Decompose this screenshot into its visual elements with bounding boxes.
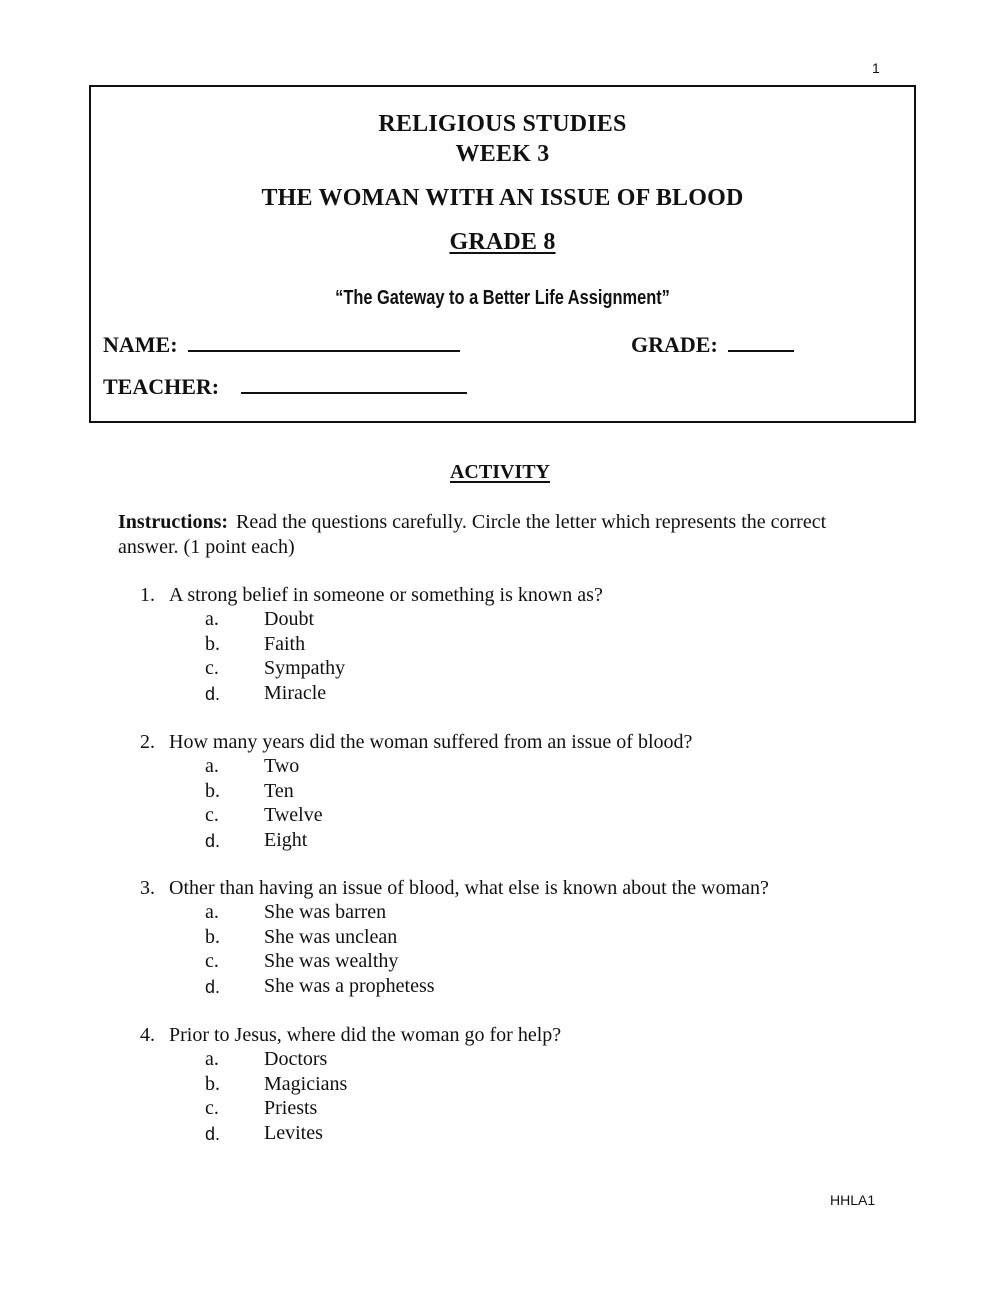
option-text: Eight — [264, 829, 308, 851]
option-letter: d. — [205, 1124, 221, 1144]
teacher-blank[interactable] — [241, 372, 467, 394]
option-text: Doctors — [264, 1048, 328, 1070]
name-blank[interactable] — [188, 330, 460, 352]
teacher-label: TEACHER: — [103, 374, 220, 399]
option-letter: c. — [205, 804, 219, 826]
option-a[interactable] — [0, 901, 1000, 926]
question-number: 1. — [140, 584, 155, 606]
option-text: Magicians — [264, 1073, 348, 1095]
option-letter: a. — [205, 755, 219, 777]
question-text: How many years did the woman suffered from an issue of blood? — [169, 731, 693, 753]
option-letter: b. — [205, 926, 220, 948]
teacher-field — [103, 372, 467, 400]
question-number: 4. — [140, 1024, 155, 1046]
option-text: Levites — [264, 1122, 323, 1144]
option-letter: c. — [205, 950, 219, 972]
question-text: Other than having an issue of blood, what else is known about the woman? — [169, 877, 769, 899]
option-d[interactable] — [0, 829, 1000, 854]
week-title: WEEK 3 — [455, 141, 550, 167]
option-letter: b. — [205, 780, 220, 802]
option-a[interactable] — [0, 1048, 1000, 1073]
option-b[interactable] — [0, 780, 1000, 805]
option-c[interactable] — [0, 657, 1000, 682]
instructions — [118, 510, 888, 560]
option-d[interactable] — [0, 682, 1000, 707]
question-number: 2. — [140, 731, 155, 753]
question-text: Prior to Jesus, where did the woman go for help? — [169, 1024, 562, 1046]
footer-code: HHLA1 — [830, 1192, 876, 1208]
name-label: NAME: — [103, 332, 178, 357]
option-text: Faith — [264, 633, 306, 655]
activity-title: ACTIVITY — [449, 461, 551, 483]
option-text: She was barren — [264, 901, 387, 923]
option-text: Twelve — [264, 804, 323, 826]
name-field — [103, 330, 460, 358]
option-c[interactable] — [0, 950, 1000, 975]
option-text: Doubt — [264, 608, 314, 630]
option-text: Priests — [264, 1097, 318, 1119]
option-letter: c. — [205, 657, 219, 679]
option-letter: a. — [205, 608, 219, 630]
grade-blank[interactable] — [728, 330, 794, 352]
option-a[interactable] — [0, 608, 1000, 633]
grade-label: GRADE: — [631, 332, 718, 357]
option-letter: d. — [205, 831, 221, 851]
option-d[interactable] — [0, 975, 1000, 1000]
option-text: Ten — [264, 780, 294, 802]
option-letter: d. — [205, 684, 221, 704]
option-letter: d. — [205, 977, 221, 997]
option-text: Sympathy — [264, 657, 346, 679]
option-text: Miracle — [264, 682, 327, 704]
subject-title: RELIGIOUS STUDIES — [378, 111, 627, 137]
worksheet-header-box — [89, 85, 916, 423]
option-text: She was unclean — [264, 926, 398, 948]
question-number: 3. — [140, 877, 155, 899]
option-letter: c. — [205, 1097, 219, 1119]
option-c[interactable] — [0, 1097, 1000, 1122]
option-text: She was a prophetess — [264, 975, 435, 997]
option-b[interactable] — [0, 1073, 1000, 1098]
instructions-text: Read the questions carefully. Circle the letter which represents the correct answer. (1 point each) — [118, 511, 827, 558]
grade-field — [631, 330, 794, 358]
option-b[interactable] — [0, 926, 1000, 951]
option-text: She was wealthy — [264, 950, 399, 972]
grade-title: GRADE 8 — [449, 229, 556, 255]
option-letter: a. — [205, 1048, 219, 1070]
option-c[interactable] — [0, 804, 1000, 829]
page-number: 1 — [872, 60, 880, 76]
option-a[interactable] — [0, 755, 1000, 780]
motto: “The Gateway to a Better Life Assignment” — [335, 287, 670, 309]
option-b[interactable] — [0, 633, 1000, 658]
instructions-lead: Instructions: — [118, 511, 229, 533]
option-text: Two — [264, 755, 300, 777]
topic-title: THE WOMAN WITH AN ISSUE OF BLOOD — [261, 185, 744, 211]
option-letter: a. — [205, 901, 219, 923]
question-text: A strong belief in someone or something is known as? — [169, 584, 603, 606]
option-d[interactable] — [0, 1122, 1000, 1147]
option-letter: b. — [205, 1073, 220, 1095]
option-letter: b. — [205, 633, 220, 655]
